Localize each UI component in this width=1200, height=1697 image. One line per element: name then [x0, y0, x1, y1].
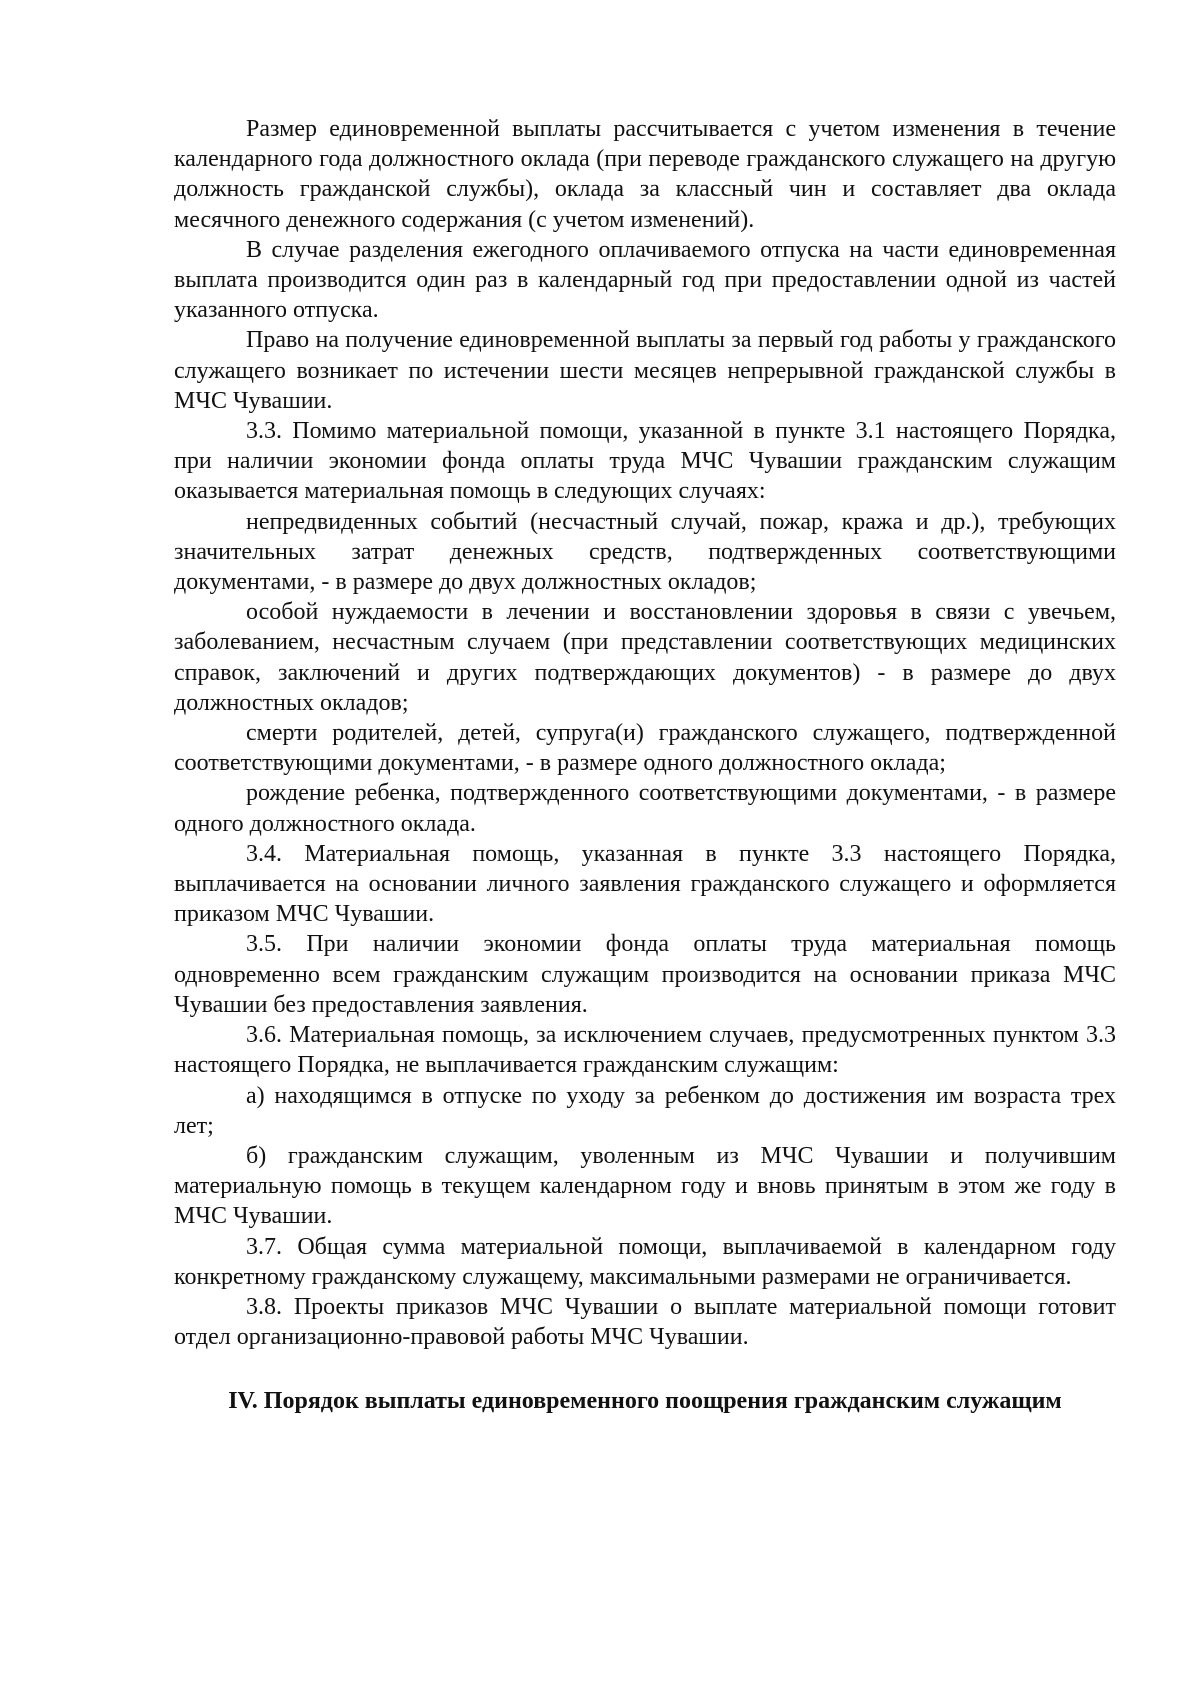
paragraph: б) гражданским служащим, уволенным из МЧС Чувашии и получившим материальную помощь в текущем календарном году и вновь принятым в этом же году в МЧС Чувашии.: [174, 1142, 1116, 1230]
paragraph: 3.8. Проекты приказов МЧС Чувашии о выплате материальной помощи готовит отдел организационно-правовой работы МЧС Чувашии.: [174, 1293, 1116, 1351]
document-page: [174, 114, 1116, 1416]
paragraph: Размер единовременной выплаты рассчитывается с учетом изменения в течение календарного года должностного оклада (при переводе гражданского служащего на другую должность гражданской службы), оклада за классный чин и составляет два оклада месячного денежного содержания (с учетом изменений).: [174, 116, 1116, 233]
section-heading: IV. Порядок выплаты единовременного поощрения гражданским служащим: [228, 1388, 1062, 1415]
paragraph: непредвиденных событий (несчастный случай, пожар, кража и др.), требующих значительных затрат денежных средств, подтвержденных соответствующими документами, - в размере до двух должностных окладов;: [174, 508, 1116, 596]
paragraph: смерти родителей, детей, супруга(и) гражданского служащего, подтвержденной соответствующими документами, - в размере одного должностного оклада;: [174, 720, 1116, 777]
paragraph: В случае разделения ежегодного оплачиваемого отпуска на части единовременная выплата производится один раз в календарный год при предоставлении одной из частей указанного отпуска.: [174, 236, 1116, 324]
paragraph: 3.5. При наличии экономии фонда оплаты труда материальная помощь одновременно всем гражданским служащим производится на основании приказа МЧС Чувашии без предоставления заявления.: [174, 931, 1116, 1018]
paragraph: а) находящимся в отпуске по уходу за ребенком до достижения им возраста трех лет;: [174, 1082, 1116, 1139]
paragraph: Право на получение единовременной выплаты за первый год работы у гражданского служащего возникает по истечении шести месяцев непрерывной гражданской службы в МЧС Чувашии.: [174, 327, 1116, 414]
paragraph: 3.3. Помимо материальной помощи, указанной в пункте 3.1 настоящего Порядка, при наличии экономии фонда оплаты труда МЧС Чувашии гражданским служащим оказывается материальная помощь в следующих случаях:: [174, 418, 1116, 505]
paragraph: 3.4. Материальная помощь, указанная в пункте 3.3 настоящего Порядка, выплачивается на основании личного заявления гражданского служащего и оформляется приказом МЧС Чувашии.: [174, 840, 1116, 928]
paragraph: 3.7. Общая сумма материальной помощи, выплачиваемой в календарном году конкретному гражданскому служащему, максимальными размерами не ограничивается.: [174, 1233, 1116, 1290]
paragraph: особой нуждаемости в лечении и восстановлении здоровья в связи с увечьем, заболеванием, несчастным случаем (при представлении соответствующих медицинских справок, заключений и других подтверждающих документов) - в размере до двух должностных окладов;: [174, 599, 1116, 716]
paragraph: рождение ребенка, подтвержденного соответствующими документами, - в размере одного должностного оклада.: [174, 780, 1116, 837]
paragraph: 3.6. Материальная помощь, за исключением случаев, предусмотренных пунктом 3.3 настоящего Порядка, не выплачивается гражданским служащим:: [174, 1022, 1116, 1079]
